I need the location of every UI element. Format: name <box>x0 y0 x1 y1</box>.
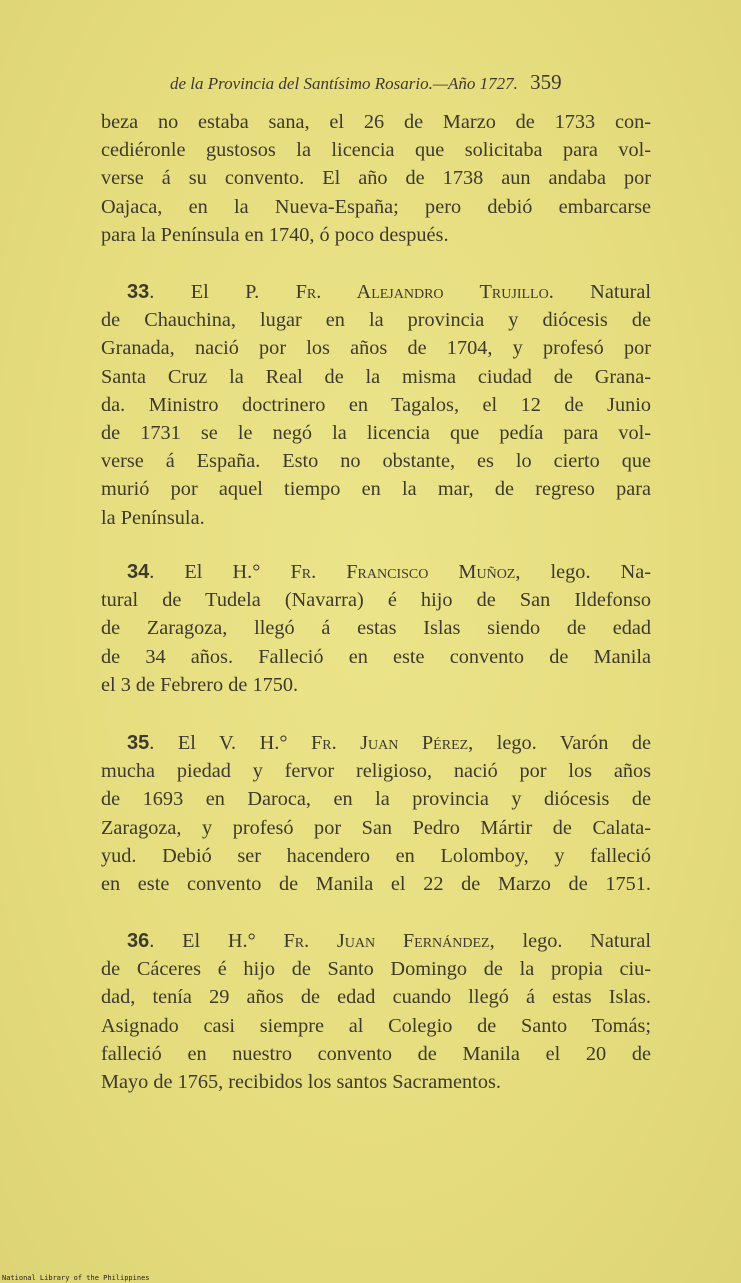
text-line: Granada, nació por los años de 1704, y profesó por <box>101 337 651 360</box>
entry-33 <box>101 278 651 532</box>
text-line: cediéronle gustosos la licencia que solicitaba para vol- <box>101 139 651 162</box>
text-line: de Chauchina, lugar en la provincia y diócesis de <box>101 309 651 332</box>
intro-paragraph <box>101 108 651 249</box>
text-line: tural de Tudela (Navarra) é hijo de San Ildefonso <box>101 589 651 612</box>
entry-title-suffix: lego. Varón de <box>496 732 651 754</box>
text-line: de 1693 en Daroca, en la provincia y diócesis de <box>101 788 651 811</box>
text-line: la Península. <box>101 506 205 529</box>
entry-friar-name: Fr. Juan Pérez, <box>310 732 474 754</box>
text-line: da. Ministro doctrinero en Tagalos, el 12 de Junio <box>101 393 651 416</box>
entry-friar-name: Fr. Francisco Muñoz, <box>290 561 521 583</box>
text-line: verse á España. Esto no obstante, es lo cierto que <box>101 450 651 473</box>
text-line: Oajaca, en la Nueva-España; pero debió embarcarse <box>101 195 651 218</box>
text-line: mucha piedad y fervor religioso, nació por los años <box>101 760 651 783</box>
text-line: de 1731 se le negó la licencia que pedía para vol- <box>101 422 651 445</box>
entry-lead-line: 33. El P. Fr. Alejandro Trujillo. Natural <box>127 281 651 303</box>
entry-title-prefix: El H.° <box>182 930 256 952</box>
entry-title-prefix: El P. <box>190 281 260 303</box>
text-line: falleció en nuestro convento de Manila el 20 de <box>101 1042 651 1065</box>
text-line: de Cáceres é hijo de Santo Domingo de la propia ciu- <box>101 958 651 981</box>
running-title: de la Provincia del Santísimo Rosario.—Año 1727. <box>170 74 518 93</box>
text-line: verse á su convento. El año de 1738 aun andaba por <box>101 167 651 190</box>
text-line: murió por aquel tiempo en la mar, de regreso para <box>101 478 651 501</box>
text-line: Mayo de 1765, recibidos los santos Sacramentos. <box>101 1071 501 1094</box>
text-line: de Zaragoza, llegó á estas Islas siendo de edad <box>101 617 651 640</box>
entry-number: 35 <box>127 732 150 754</box>
library-credit: National Library of the Philippines <box>2 1274 150 1282</box>
entry-title-suffix: lego. Na- <box>550 561 652 583</box>
entry-title-prefix: El V. H.° <box>177 732 288 754</box>
entry-35 <box>101 729 651 898</box>
entry-number: 36 <box>127 930 150 952</box>
text-line: dad, tenía 29 años de edad cuando llegó á estas Islas. <box>101 986 651 1009</box>
text-line: Zaragoza, y profesó por San Pedro Mártir de Calata- <box>101 816 651 839</box>
text-line: yud. Debió ser hacendero en Lolomboy, y falleció <box>101 844 651 867</box>
entry-friar-name: Fr. Juan Fernández, <box>283 930 495 952</box>
running-head <box>170 70 640 95</box>
entry-lead-line: 34. El H.° Fr. Francisco Muñoz, lego. Na- <box>127 561 652 583</box>
entry-36 <box>101 927 651 1096</box>
text-line: en este convento de Manila el 22 de Marzo de 1751. <box>101 873 651 896</box>
entry-title-suffix: lego. Natural <box>522 930 651 952</box>
entry-lead-line: 36. El H.° Fr. Juan Fernández, lego. Natural <box>127 930 651 952</box>
entry-lead-line: 35. El V. H.° Fr. Juan Pérez, lego. Varón de <box>127 732 651 754</box>
text-line: Santa Cruz la Real de la misma ciudad de Grana- <box>101 365 651 388</box>
text-line: de 34 años. Falleció en este convento de Manila <box>101 645 651 668</box>
entry-number: 33 <box>127 281 150 303</box>
entry-friar-name: Fr. Alejandro Trujillo. <box>295 281 554 303</box>
page-number: 359 <box>530 70 562 94</box>
entry-title-prefix: El H.° <box>184 561 261 583</box>
text-line: el 3 de Febrero de 1750. <box>101 673 299 696</box>
text-line: para la Península en 1740, ó poco después. <box>101 223 449 246</box>
text-line: Asignado casi siempre al Colegio de Santo Tomás; <box>101 1014 651 1037</box>
text-line: beza no estaba sana, el 26 de Marzo de 1733 con- <box>101 111 651 133</box>
entry-34 <box>101 558 651 699</box>
entry-number: 34 <box>127 561 150 583</box>
entry-title-suffix: Natural <box>590 281 651 303</box>
